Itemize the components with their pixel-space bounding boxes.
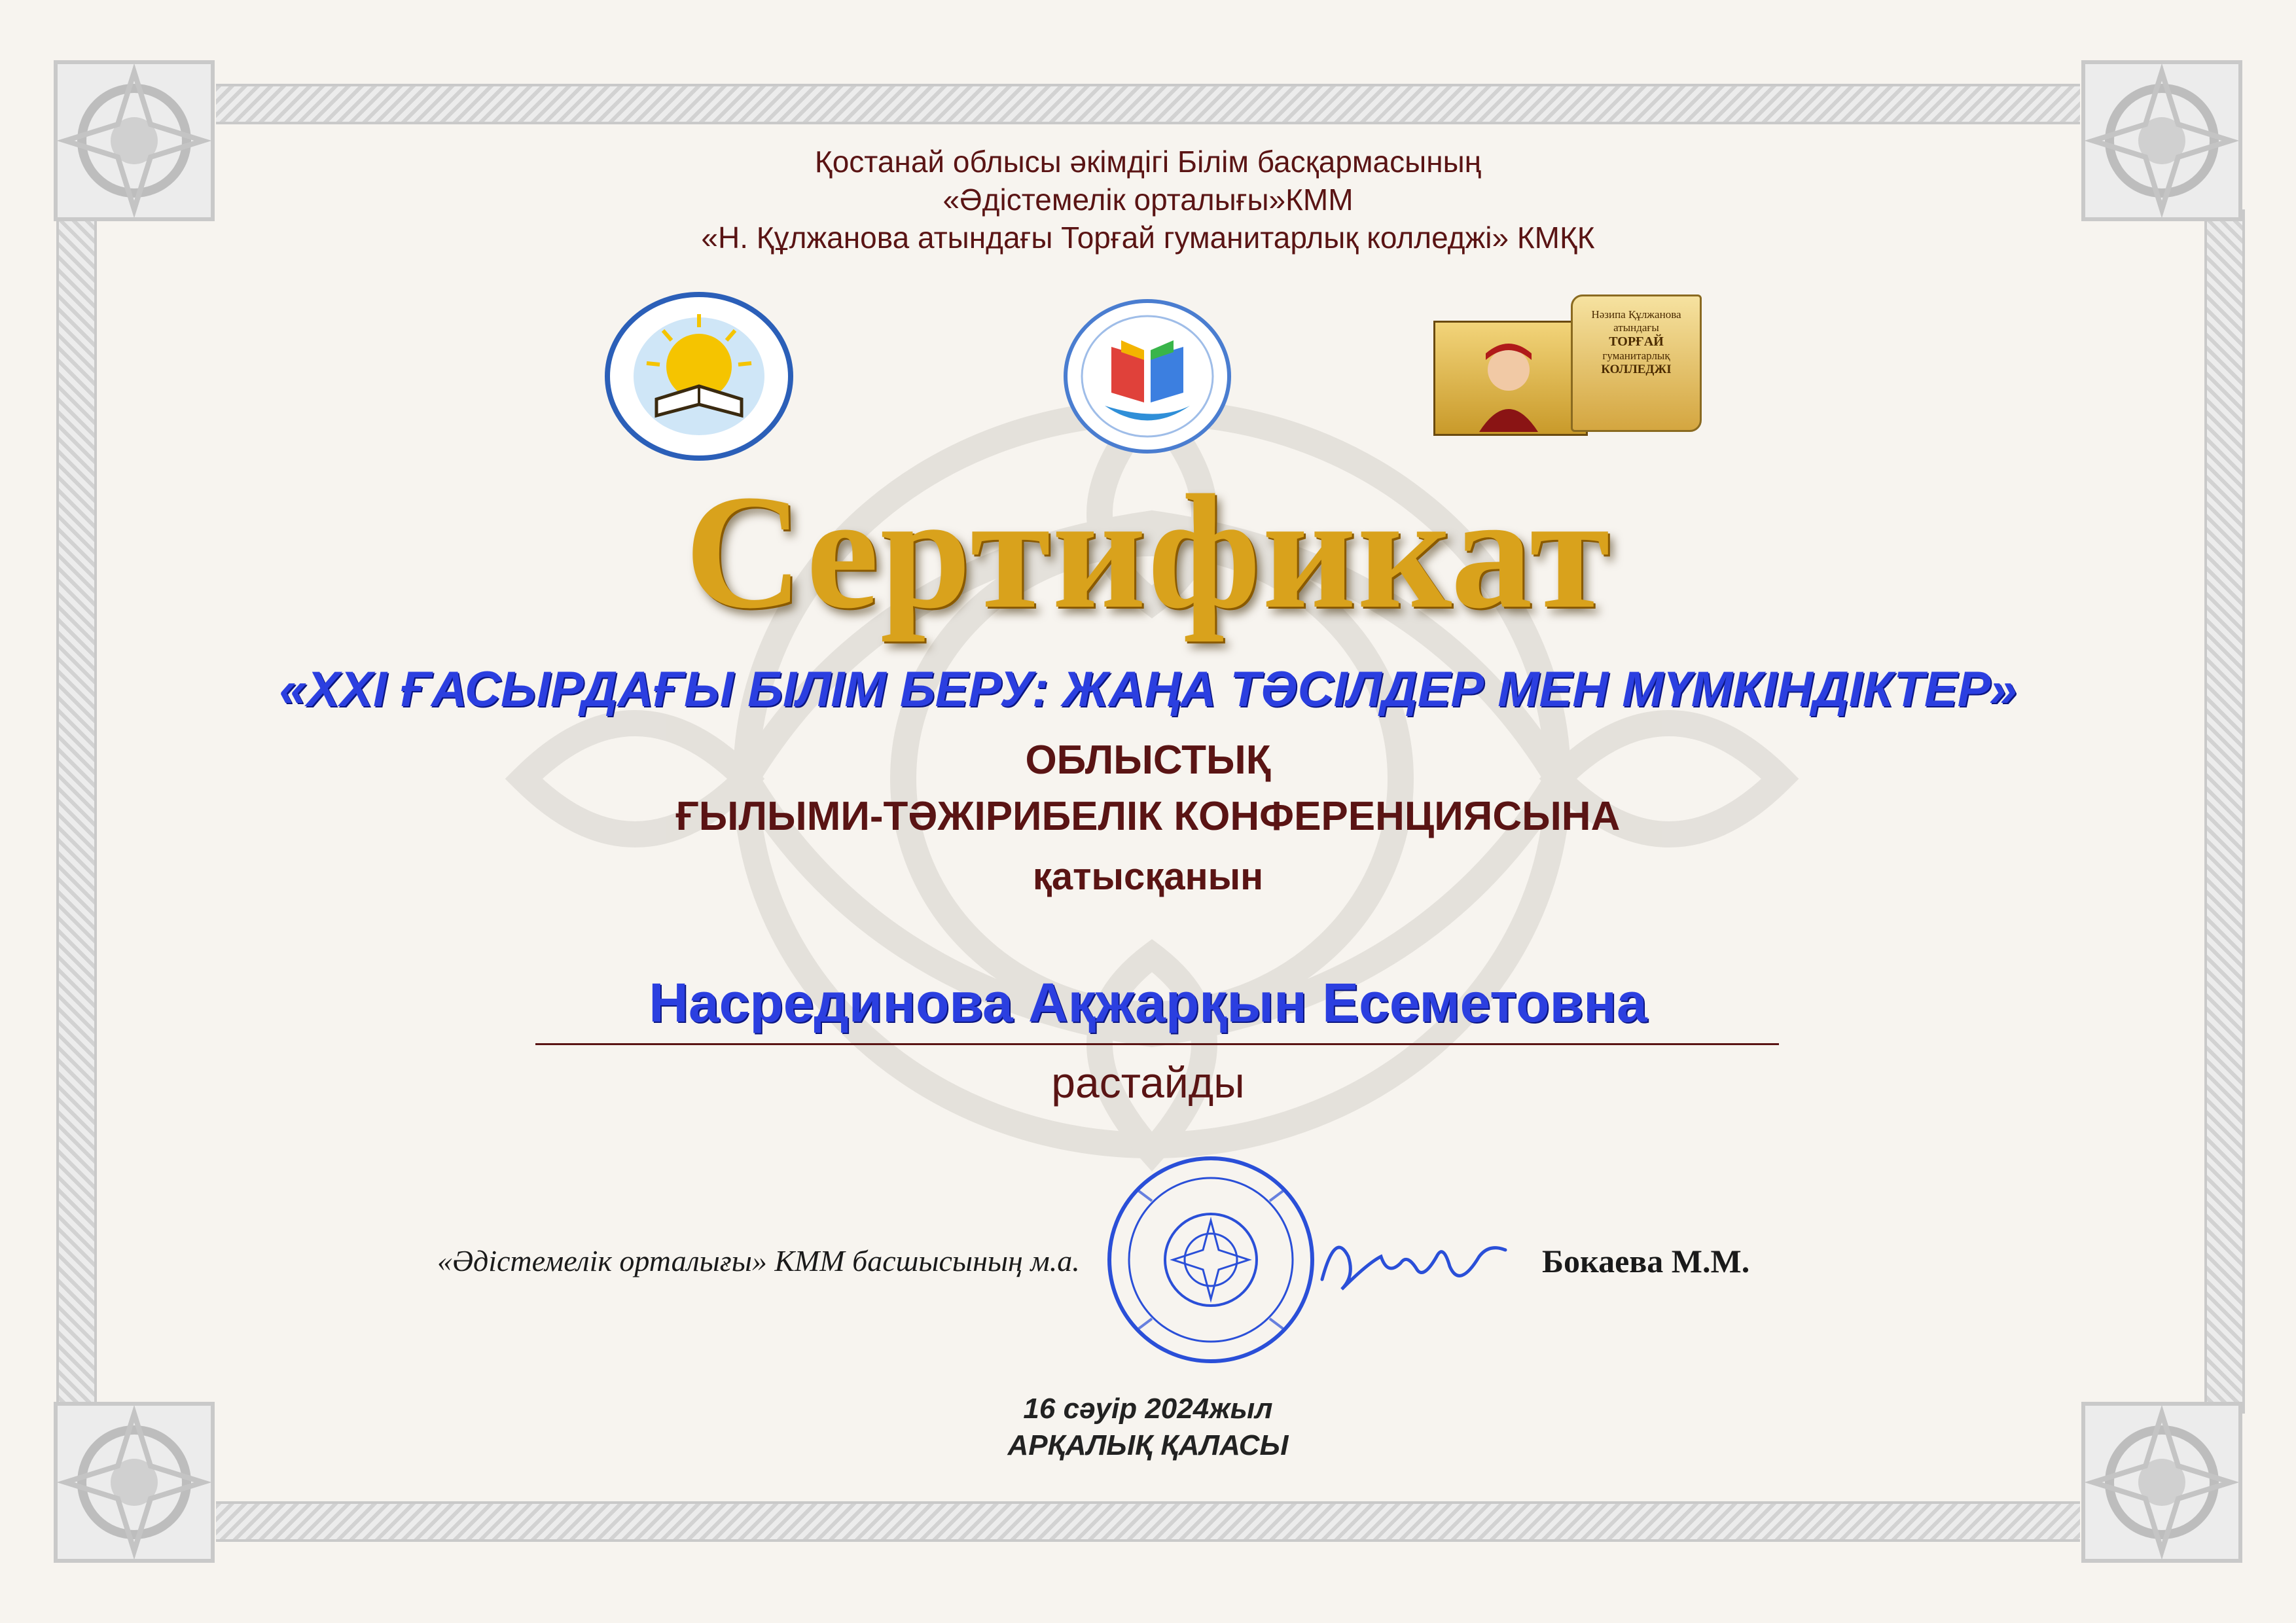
issue-city: АРҚАЛЫҚ ҚАЛАСЫ (1007, 1429, 1289, 1461)
header-line-1: Қостанай облысы әкімдігі Білім басқармасының (814, 145, 1482, 179)
center-logo-icon (1059, 294, 1236, 458)
right-logo (1433, 294, 1708, 432)
right-logo-text: Нәзипа Құлжанова (1591, 308, 1681, 321)
signatory-name: Бокаева М.М. (1542, 1243, 1750, 1279)
top-border (216, 84, 2080, 124)
bottom-border (216, 1501, 2080, 1542)
header-line-3: «Н. Құлжанова атындағы Торғай гуманитарлық колледжі» КМҚК (701, 221, 1595, 255)
official-seal-icon (1100, 1152, 1322, 1368)
right-logo-text: КОЛЛЕДЖІ (1601, 363, 1672, 376)
conference-name: «XXI ҒАСЫРДАҒЫ БІЛІМ БЕРУ: ЖАҢА ТӘСІЛДЕР МЕН МҮМКІНДІКТЕР» (279, 662, 2017, 717)
right-logo-text: атындағы (1613, 321, 1659, 334)
header-line-2: «Әдістемелік орталығы»КММ (942, 183, 1354, 217)
left-logo-icon (601, 288, 797, 465)
conference-line-1: ОБЛЫСТЫҚ (1025, 738, 1271, 783)
right-logo-text: ТОРҒАЙ (1609, 334, 1664, 349)
conference-line-2: ҒЫЛЫМИ-ТӘЖІРИБЕЛІК КОНФЕРЕНЦИЯСЫНА (675, 794, 1621, 839)
conference-line-3: қатысқанын (1032, 855, 1264, 898)
certificate-title: Сертификат (685, 461, 1611, 643)
right-logo-text: гуманитарлық (1602, 349, 1670, 362)
issue-date: 16 сәуір 2024жыл (1023, 1393, 1273, 1425)
confirms-text: растайды (1051, 1058, 1245, 1107)
signature-label: «Әдістемелік орталығы» КММ басшысының м.а. (437, 1244, 1080, 1277)
right-logo-scroll (1571, 294, 1702, 432)
recipient-name: Насрединова Ақжарқын Есеметовна (649, 972, 1647, 1033)
signature-icon (1309, 1217, 1525, 1309)
recipient-underline (535, 1043, 1779, 1045)
right-logo-icon (1460, 334, 1558, 432)
